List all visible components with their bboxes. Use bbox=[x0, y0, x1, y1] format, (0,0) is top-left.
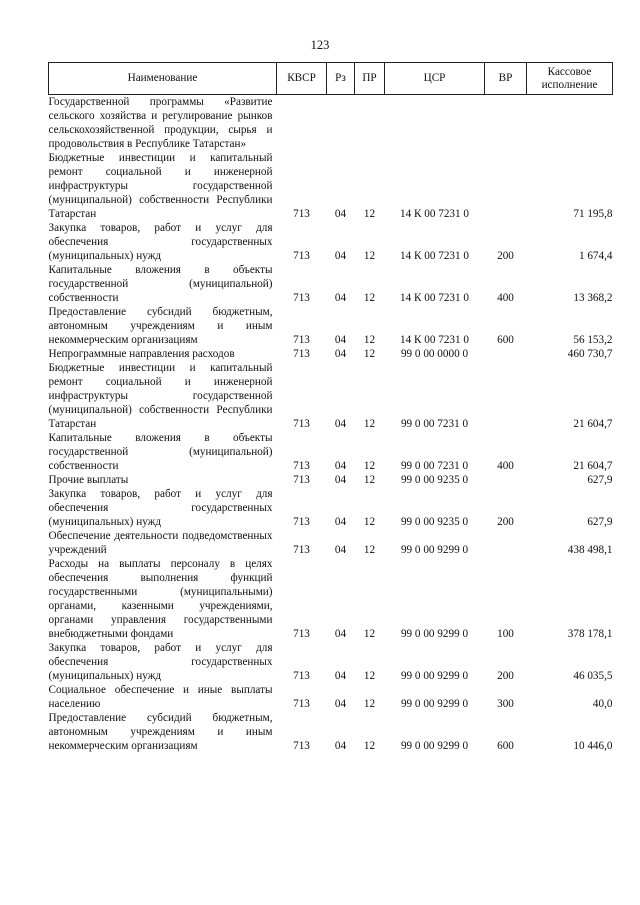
row-pr: 12 bbox=[363, 474, 376, 486]
table-row bbox=[49, 361, 613, 431]
row-vr bbox=[485, 347, 527, 361]
table-body bbox=[49, 95, 613, 754]
header-csr: ЦСР bbox=[385, 63, 485, 95]
row-pr: 12 bbox=[363, 544, 376, 556]
row-amount: 10 446,0 bbox=[573, 740, 613, 752]
row-amount: 13 368,2 bbox=[573, 292, 613, 304]
row-csr: 99 0 00 9235 0 bbox=[400, 474, 469, 486]
row-name: Расходы на выплаты персоналу в целях обеспечения выполнения функций государственными (муниципальными) органами, казенными учреждениями, органами управления государственными внебюджетными фондами bbox=[48, 558, 273, 640]
row-rz: 04 bbox=[334, 740, 347, 752]
table-row bbox=[49, 557, 613, 641]
row-csr: 14 К 00 7231 0 bbox=[400, 250, 469, 262]
row-kvsr: 713 bbox=[293, 670, 310, 682]
row-pr: 12 bbox=[363, 348, 376, 360]
row-rz: 04 bbox=[334, 516, 347, 528]
table-row bbox=[49, 711, 613, 753]
row-name: Непрограммные направления расходов bbox=[48, 348, 235, 360]
row-rz: 04 bbox=[334, 544, 347, 556]
row-kvsr: 713 bbox=[293, 460, 310, 472]
row-kvsr: 713 bbox=[293, 740, 310, 752]
row-name: Бюджетные инвестиции и капитальный ремонт социальной и инженерной инфраструктуры государственной (муниципальной) собственности Республики Татарстан bbox=[48, 362, 273, 430]
row-name: Предоставление субсидий бюджетным, автономным учреждениям и иным некоммерческим организациям bbox=[48, 306, 273, 346]
row-name: Капитальные вложения в объекты государственной (муниципальной) собственности bbox=[48, 432, 273, 472]
row-amount: 46 035,5 bbox=[573, 670, 613, 682]
page-number: 123 bbox=[310, 38, 330, 52]
row-amount: 1 674,4 bbox=[578, 250, 613, 262]
row-csr: 99 0 00 9235 0 bbox=[400, 516, 469, 528]
row-csr: 99 0 00 7231 0 bbox=[400, 418, 469, 430]
row-kvsr: 713 bbox=[293, 348, 310, 360]
table-row bbox=[49, 683, 613, 711]
row-pr: 12 bbox=[363, 418, 376, 430]
row-rz: 04 bbox=[334, 334, 347, 346]
row-name: Прочие выплаты bbox=[48, 474, 129, 486]
header-pr: ПР bbox=[355, 63, 385, 95]
row-kvsr: 713 bbox=[293, 292, 310, 304]
row-amount: 21 604,7 bbox=[573, 418, 613, 430]
row-pr bbox=[355, 95, 385, 152]
row-rz: 04 bbox=[334, 670, 347, 682]
row-kvsr: 713 bbox=[293, 250, 310, 262]
row-vr: 400 bbox=[497, 460, 514, 472]
row-csr: 14 К 00 7231 0 bbox=[400, 292, 469, 304]
row-rz: 04 bbox=[334, 474, 347, 486]
table-row bbox=[49, 487, 613, 529]
row-csr: 99 0 00 9299 0 bbox=[400, 628, 469, 640]
row-amount: 56 153,2 bbox=[573, 334, 613, 346]
row-rz: 04 bbox=[334, 250, 347, 262]
row-vr: 200 bbox=[497, 250, 514, 262]
row-name: Закупка товаров, работ и услуг для обеспечения государственных (муниципальных) нужд bbox=[48, 222, 273, 262]
table-row bbox=[49, 347, 613, 361]
row-rz: 04 bbox=[334, 292, 347, 304]
row-csr: 99 0 00 9299 0 bbox=[400, 544, 469, 556]
row-pr: 12 bbox=[363, 740, 376, 752]
row-csr: 99 0 00 9299 0 bbox=[400, 698, 469, 710]
row-amount: 460 730,7 bbox=[567, 348, 613, 360]
row-rz: 04 bbox=[334, 418, 347, 430]
table-row bbox=[49, 221, 613, 263]
row-kvsr: 713 bbox=[293, 334, 310, 346]
table-row bbox=[49, 473, 613, 487]
header-amount: Кассовое исполнение bbox=[527, 63, 613, 95]
table-header-row bbox=[49, 63, 613, 95]
table-row bbox=[49, 641, 613, 683]
row-csr: 99 0 00 7231 0 bbox=[400, 460, 469, 472]
row-amount: 378 178,1 bbox=[567, 628, 613, 640]
row-kvsr: 713 bbox=[293, 698, 310, 710]
row-csr: 99 0 00 9299 0 bbox=[400, 740, 469, 752]
row-vr: 300 bbox=[497, 698, 514, 710]
row-pr: 12 bbox=[363, 334, 376, 346]
row-name: Предоставление субсидий бюджетным, автономным учреждениям и иным некоммерческим организациям bbox=[48, 712, 273, 752]
row-pr: 12 bbox=[363, 628, 376, 640]
row-pr: 12 bbox=[363, 250, 376, 262]
row-vr bbox=[485, 361, 527, 431]
row-vr: 600 bbox=[497, 334, 514, 346]
row-name: Бюджетные инвестиции и капитальный ремонт социальной и инженерной инфраструктуры государственной (муниципальной) собственности Республики Татарстан bbox=[48, 152, 273, 220]
header-name: Наименование bbox=[49, 63, 277, 95]
row-pr: 12 bbox=[363, 698, 376, 710]
row-name: Капитальные вложения в объекты государственной (муниципальной) собственности bbox=[48, 264, 273, 304]
row-csr bbox=[385, 95, 485, 152]
row-rz bbox=[327, 95, 355, 152]
row-amount: 627,9 bbox=[587, 516, 613, 528]
header-kvsr: КВСР bbox=[277, 63, 327, 95]
row-amount: 438 498,1 bbox=[567, 544, 613, 556]
row-pr: 12 bbox=[363, 460, 376, 472]
row-pr: 12 bbox=[363, 516, 376, 528]
row-rz: 04 bbox=[334, 208, 347, 220]
row-kvsr: 713 bbox=[293, 544, 310, 556]
row-kvsr: 713 bbox=[293, 474, 310, 486]
row-vr bbox=[485, 529, 527, 557]
row-name: Государственной программы «Развитие сельского хозяйства и регулирование рынков сельскохозяйственной продукции, сырья и продовольствия в Республике Татарстан» bbox=[48, 96, 273, 150]
row-pr: 12 bbox=[363, 292, 376, 304]
table-row bbox=[49, 305, 613, 347]
row-vr bbox=[485, 151, 527, 221]
header-vr: ВР bbox=[485, 63, 527, 95]
row-vr bbox=[485, 473, 527, 487]
table-row bbox=[49, 263, 613, 305]
row-kvsr: 713 bbox=[293, 208, 310, 220]
table-row bbox=[49, 529, 613, 557]
row-rz: 04 bbox=[334, 348, 347, 360]
row-name: Социальное обеспечение и иные выплаты населению bbox=[48, 684, 273, 710]
row-kvsr: 713 bbox=[293, 418, 310, 430]
row-amount: 40,0 bbox=[592, 698, 613, 710]
table-row bbox=[49, 95, 613, 152]
row-vr: 100 bbox=[497, 628, 514, 640]
row-rz: 04 bbox=[334, 698, 347, 710]
row-vr: 200 bbox=[497, 516, 514, 528]
row-name: Закупка товаров, работ и услуг для обеспечения государственных (муниципальных) нужд bbox=[48, 488, 273, 528]
row-csr: 99 0 00 9299 0 bbox=[400, 670, 469, 682]
row-vr: 600 bbox=[497, 740, 514, 752]
row-name: Обеспечение деятельности подведомственных учреждений bbox=[48, 530, 273, 556]
budget-execution-table bbox=[48, 62, 613, 753]
row-amount: 21 604,7 bbox=[573, 460, 613, 472]
row-csr: 14 К 00 7231 0 bbox=[400, 208, 469, 220]
table-row bbox=[49, 431, 613, 473]
row-vr: 400 bbox=[497, 292, 514, 304]
row-csr: 14 К 00 7231 0 bbox=[400, 334, 469, 346]
row-amount bbox=[527, 95, 613, 152]
row-kvsr bbox=[277, 95, 327, 152]
row-rz: 04 bbox=[334, 460, 347, 472]
row-kvsr: 713 bbox=[293, 516, 310, 528]
row-csr: 99 0 00 0000 0 bbox=[400, 348, 469, 360]
row-pr: 12 bbox=[363, 670, 376, 682]
row-name: Закупка товаров, работ и услуг для обеспечения государственных (муниципальных) нужд bbox=[48, 642, 273, 682]
row-pr: 12 bbox=[363, 208, 376, 220]
row-amount: 627,9 bbox=[587, 474, 613, 486]
table-row bbox=[49, 151, 613, 221]
row-vr: 200 bbox=[497, 670, 514, 682]
row-vr bbox=[485, 95, 527, 152]
row-rz: 04 bbox=[334, 628, 347, 640]
row-amount: 71 195,8 bbox=[573, 208, 613, 220]
header-rz: Рз bbox=[327, 63, 355, 95]
row-kvsr: 713 bbox=[293, 628, 310, 640]
